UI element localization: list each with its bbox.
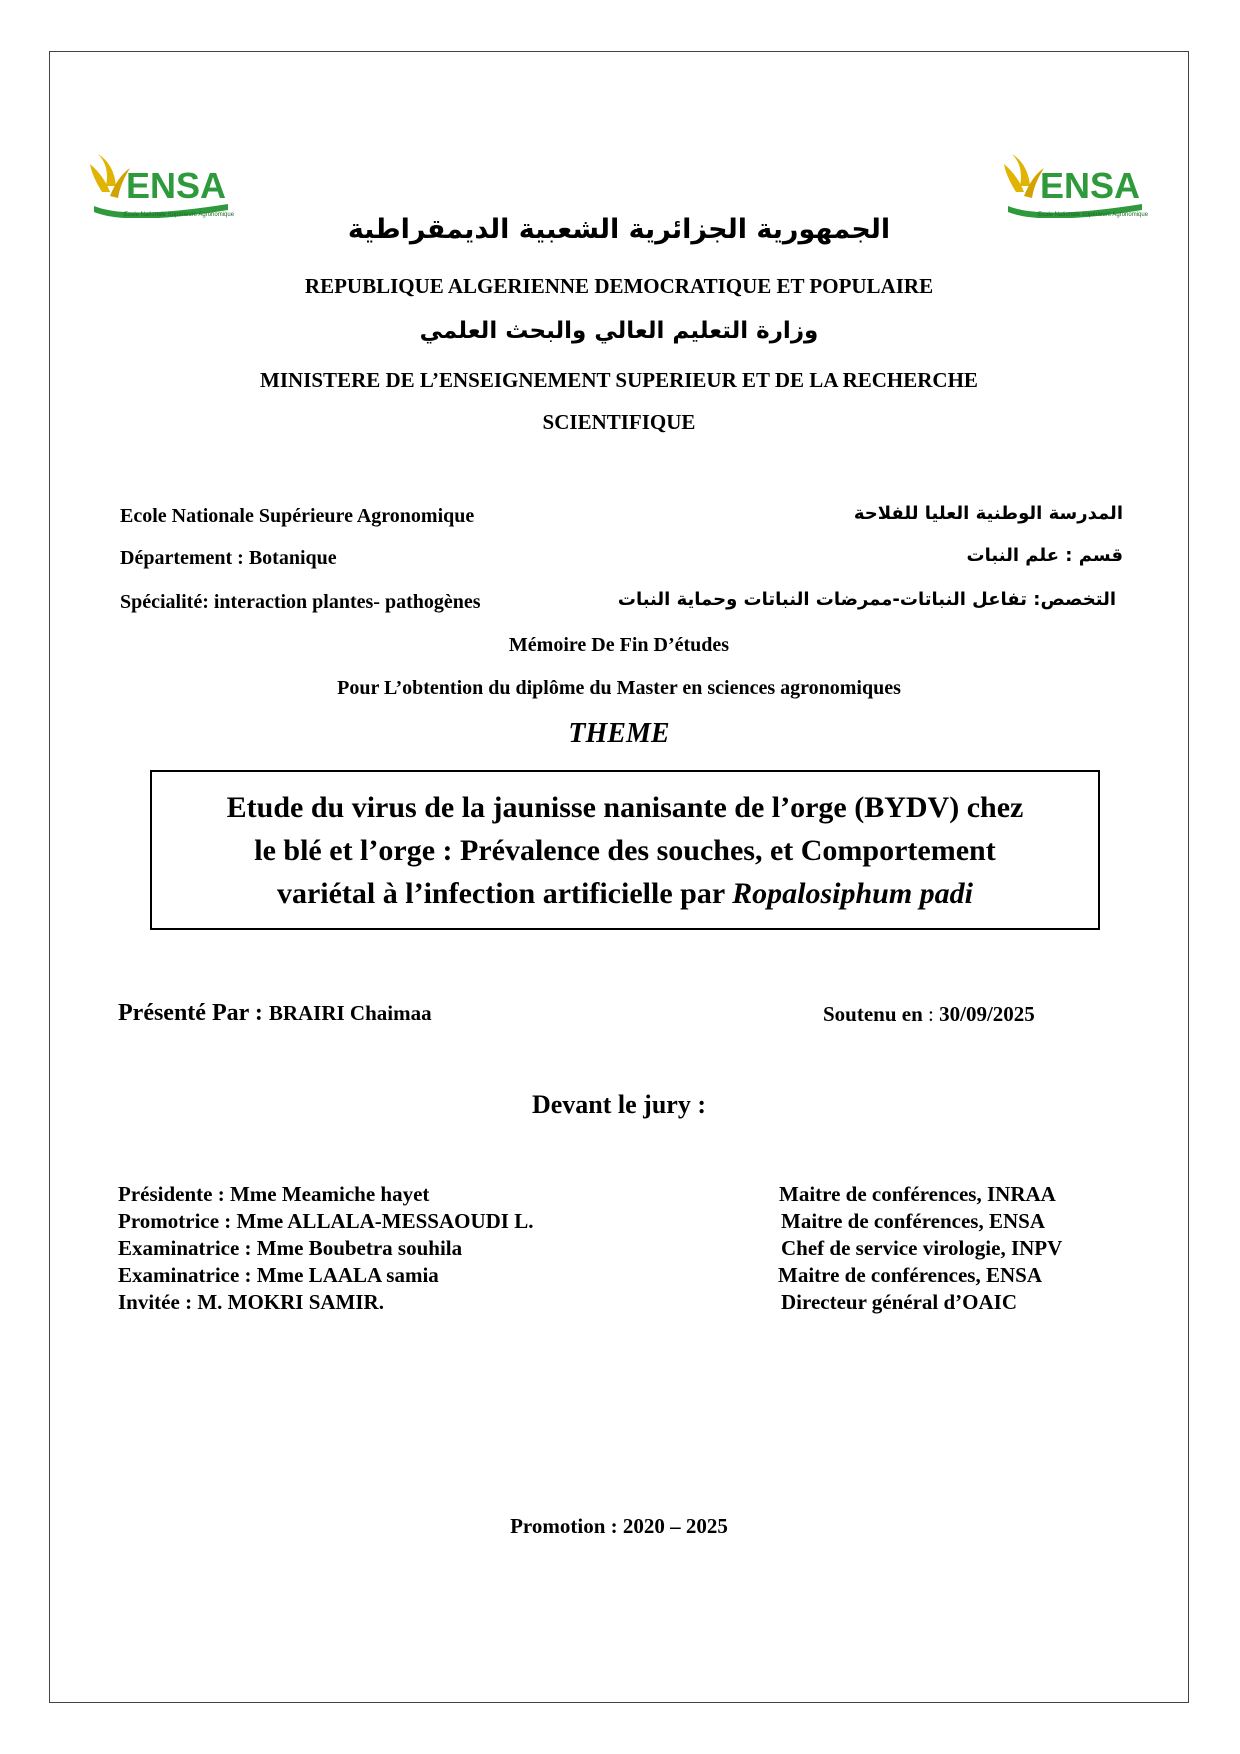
jury-title: Maitre de conférences, ENSA (778, 1263, 1042, 1287)
presented-label: Présenté Par : (118, 1000, 269, 1026)
ensa-logo-graphic (88, 146, 238, 218)
jury-row (118, 1209, 1128, 1235)
jury-heading: Devant le jury : (531, 1090, 706, 1119)
theme-line3 (227, 872, 1024, 915)
theme-title (227, 786, 1024, 915)
diploma-line: Pour L’obtention du diplôme du Master en sciences agronomiques (337, 677, 901, 699)
logo-text: ENSA (1040, 165, 1141, 206)
fr-ministry-line2: SCIENTIFIQUE (542, 410, 696, 434)
ensa-logo-left (88, 146, 238, 218)
school-ar: المدرسة الوطنية العليا للفلاحة (853, 503, 1123, 524)
fr-republic: REPUBLIQUE ALGERIENNE DEMOCRATIQUE ET POPULAIRE (304, 274, 934, 298)
jury-title: Maitre de conférences, ENSA (781, 1209, 1045, 1233)
logo-subtitle: Ecole Nationale Supérieure Agronomique (124, 212, 235, 218)
speciality-fr: Spécialité: interaction plantes- pathogènes (120, 591, 481, 613)
memoire-type: Mémoire De Fin D’études (508, 634, 730, 656)
school-fr: Ecole Nationale Supérieure Agronomique (120, 505, 475, 527)
promotion: Promotion : 2020 – 2025 (510, 1514, 728, 1538)
ar-republic: الجمهورية الجزائرية الشعبية الديمقراطية (347, 214, 891, 245)
defended-on (823, 1002, 1035, 1027)
jury-role: Examinatrice : Mme LAALA samia (118, 1263, 439, 1287)
department-fr: Département : Botanique (120, 547, 337, 569)
theme-line1: Etude du virus de la jaunisse nanisante de l’orge (BYDV) chez (226, 790, 1024, 824)
fr-ministry-line1: MINISTERE DE L’ENSEIGNEMENT SUPERIEUR ET DE LA RECHERCHE (260, 368, 978, 392)
defended-separator: : (922, 1002, 940, 1026)
jury-title: Directeur général d’OAIC (781, 1290, 1018, 1314)
presented-name: BRAIRI Chaimaa (268, 1001, 432, 1025)
speciality-ar: التخصص: تفاعل النباتات-ممرضات النباتات وحماية النبات (617, 589, 1116, 610)
jury-role: Promotrice : Mme ALLALA-MESSAOUDI L. (118, 1209, 534, 1233)
jury-row (118, 1263, 1128, 1289)
defended-date: 30/09/2025 (939, 1002, 1035, 1026)
jury-role: Examinatrice : Mme Boubetra souhila (118, 1236, 463, 1260)
presented-by (118, 1000, 432, 1027)
jury-row (118, 1182, 1128, 1208)
theme-box (150, 770, 1100, 930)
theme-line3-prefix: variétal à l’infection artificielle par (276, 876, 733, 910)
jury-row (118, 1290, 1128, 1316)
ensa-logo-graphic (1002, 146, 1152, 218)
jury-title: Maitre de conférences, INRAA (779, 1182, 1056, 1206)
species-name: Ropalosiphum padi (732, 876, 974, 910)
theme-line2: le blé et l’orge : Prévalence des souches, et Comportement (254, 833, 996, 867)
logo-subtitle: Ecole Nationale Supérieure Agronomique (1038, 212, 1149, 218)
jury-title: Chef de service virologie, INPV (781, 1236, 1063, 1260)
jury-role: Présidente : Mme Meamiche hayet (118, 1182, 430, 1206)
ar-ministry: وزارة التعليم العالي والبحث العلمي (419, 318, 819, 344)
ensa-logo-right (1002, 146, 1152, 218)
jury-role: Invitée : M. MOKRI SAMIR. (118, 1290, 384, 1314)
theme-label: THEME (568, 718, 670, 749)
department-ar: قسم : علم النبات (966, 545, 1123, 566)
logo-text: ENSA (126, 165, 227, 206)
defended-label: Soutenu en (823, 1002, 923, 1026)
jury-row (118, 1236, 1128, 1262)
